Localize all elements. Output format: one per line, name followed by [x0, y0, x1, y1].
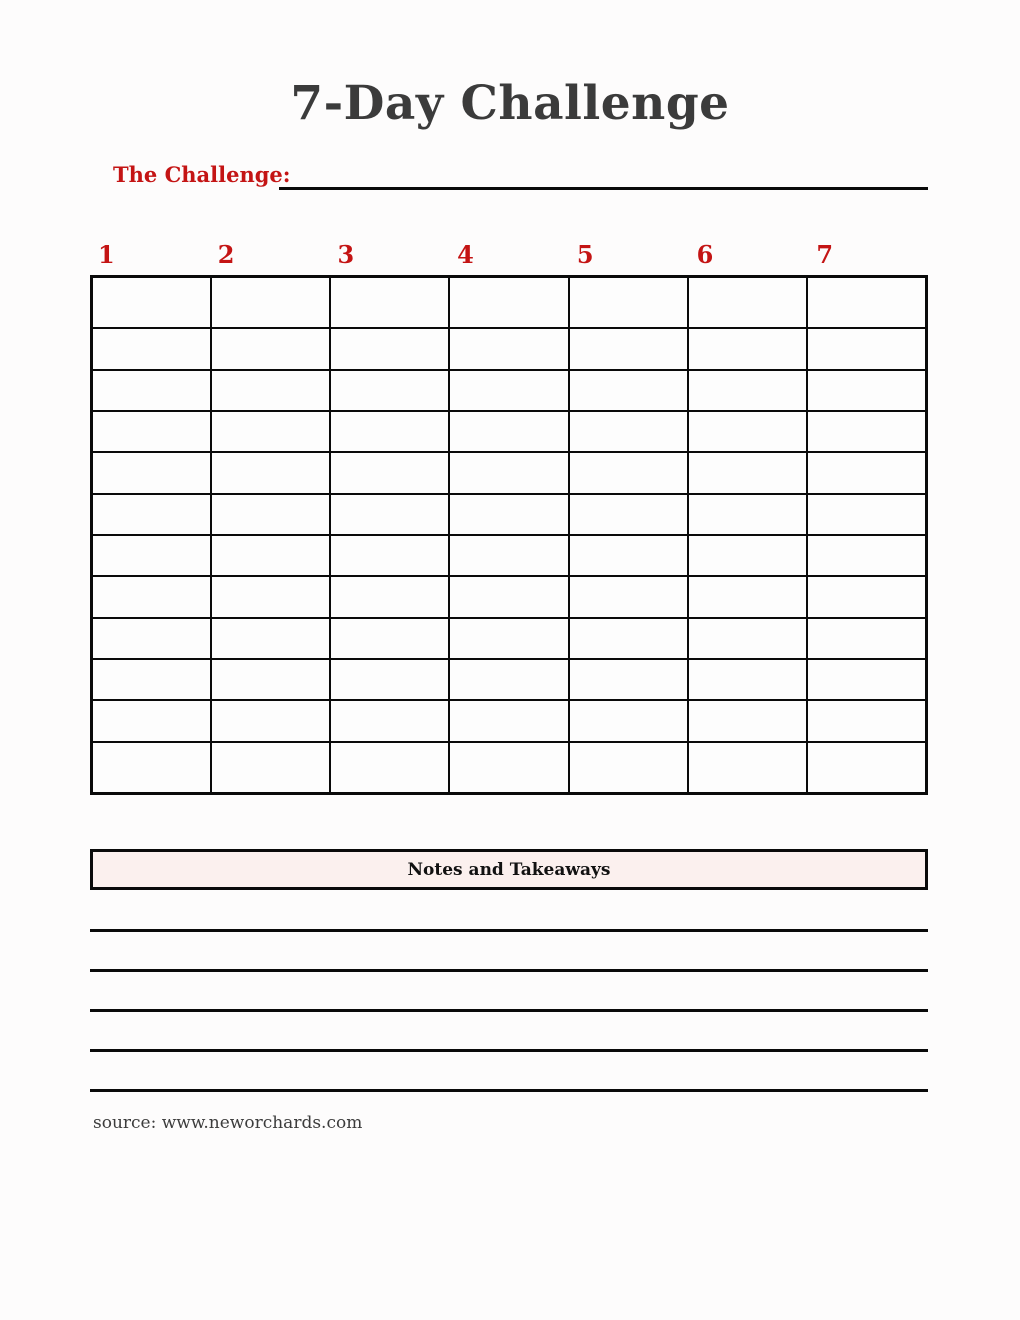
grid-cell[interactable]: [211, 411, 330, 452]
challenge-input[interactable]: [279, 187, 928, 190]
grid-cell[interactable]: [569, 277, 688, 329]
grid-cell[interactable]: [330, 411, 449, 452]
grid-cell[interactable]: [807, 370, 926, 411]
grid-cell[interactable]: [330, 452, 449, 493]
grid-cell[interactable]: [211, 494, 330, 535]
grid-cell[interactable]: [449, 277, 568, 329]
note-writing-line[interactable]: [90, 1009, 928, 1012]
challenge-label: The Challenge:: [113, 162, 291, 187]
grid-cell[interactable]: [92, 411, 211, 452]
grid-cell[interactable]: [330, 742, 449, 794]
grid-cell[interactable]: [211, 370, 330, 411]
challenge-row: [0, 160, 1020, 194]
grid-cell[interactable]: [688, 618, 807, 659]
day-number-3: 3: [337, 240, 355, 269]
grid-cell[interactable]: [807, 659, 926, 700]
grid-cell[interactable]: [807, 576, 926, 617]
grid-row: [92, 535, 927, 576]
grid-cell[interactable]: [807, 277, 926, 329]
grid-row: [92, 576, 927, 617]
grid-row: [92, 742, 927, 794]
grid-cell[interactable]: [569, 576, 688, 617]
note-writing-line[interactable]: [90, 969, 928, 972]
grid-cell[interactable]: [330, 494, 449, 535]
grid-row: [92, 452, 927, 493]
grid-cell[interactable]: [449, 742, 568, 794]
grid-cell[interactable]: [330, 328, 449, 369]
grid-row: [92, 494, 927, 535]
grid-cell[interactable]: [92, 742, 211, 794]
grid-cell[interactable]: [688, 742, 807, 794]
grid-cell[interactable]: [449, 659, 568, 700]
grid-cell[interactable]: [211, 328, 330, 369]
day-number-2: 2: [217, 240, 235, 269]
grid-cell[interactable]: [569, 535, 688, 576]
grid-cell[interactable]: [688, 452, 807, 493]
grid-cell[interactable]: [449, 411, 568, 452]
grid-cell[interactable]: [211, 452, 330, 493]
day-numbers-row: [90, 241, 928, 270]
grid-cell[interactable]: [688, 328, 807, 369]
grid-row: [92, 618, 927, 659]
grid-cell[interactable]: [330, 659, 449, 700]
day-number-7: 7: [816, 240, 834, 269]
grid-cell[interactable]: [688, 535, 807, 576]
day-number-1: 1: [98, 240, 115, 269]
grid-row: [92, 411, 927, 452]
grid-cell[interactable]: [449, 576, 568, 617]
grid-cell[interactable]: [92, 535, 211, 576]
grid-cell[interactable]: [688, 277, 807, 329]
grid-cell[interactable]: [569, 411, 688, 452]
page-title: 7-Day Challenge: [290, 76, 730, 131]
day-number-6: 6: [696, 240, 714, 269]
grid-cell[interactable]: [449, 452, 568, 493]
grid-cell[interactable]: [807, 618, 926, 659]
note-writing-line[interactable]: [90, 929, 928, 932]
grid-cell[interactable]: [92, 452, 211, 493]
grid-cell[interactable]: [92, 700, 211, 741]
grid-cell[interactable]: [211, 700, 330, 741]
grid-cell[interactable]: [211, 618, 330, 659]
notes-header-label: Notes and Takeaways: [407, 859, 611, 880]
source-text: source: www.neworchards.com: [93, 1113, 363, 1133]
grid-cell[interactable]: [92, 328, 211, 369]
grid-cell[interactable]: [330, 370, 449, 411]
grid-cell[interactable]: [688, 659, 807, 700]
grid-row: [92, 659, 927, 700]
grid-cell[interactable]: [688, 370, 807, 411]
grid-cell[interactable]: [330, 277, 449, 329]
grid-cell[interactable]: [569, 328, 688, 369]
grid-cell[interactable]: [807, 494, 926, 535]
grid-cell[interactable]: [569, 700, 688, 741]
grid-cell[interactable]: [330, 576, 449, 617]
grid-cell[interactable]: [330, 700, 449, 741]
grid-cell[interactable]: [449, 370, 568, 411]
grid-cell[interactable]: [330, 618, 449, 659]
grid-cell[interactable]: [807, 452, 926, 493]
grid-cell[interactable]: [688, 700, 807, 741]
grid-cell[interactable]: [449, 700, 568, 741]
grid-row: [92, 370, 927, 411]
grid-cell[interactable]: [211, 742, 330, 794]
grid-cell[interactable]: [92, 277, 211, 329]
grid-cell[interactable]: [449, 618, 568, 659]
grid-cell[interactable]: [688, 494, 807, 535]
notes-header-banner: [90, 849, 928, 890]
grid-cell[interactable]: [569, 370, 688, 411]
grid-row: [92, 700, 927, 741]
grid-cell[interactable]: [449, 535, 568, 576]
grid-cell[interactable]: [211, 659, 330, 700]
grid-cell[interactable]: [92, 370, 211, 411]
grid-cell[interactable]: [92, 618, 211, 659]
grid-row: [92, 328, 927, 369]
challenge-grid: [90, 275, 928, 795]
grid-cell[interactable]: [330, 535, 449, 576]
grid-cell[interactable]: [569, 742, 688, 794]
grid-cell[interactable]: [807, 411, 926, 452]
day-number-4: 4: [457, 240, 474, 269]
grid-cell[interactable]: [807, 328, 926, 369]
grid-cell[interactable]: [211, 576, 330, 617]
grid-cell[interactable]: [807, 742, 926, 794]
grid-cell[interactable]: [449, 494, 568, 535]
grid-cell[interactable]: [688, 576, 807, 617]
grid-cell[interactable]: [807, 700, 926, 741]
grid-cell[interactable]: [807, 535, 926, 576]
grid-cell[interactable]: [569, 618, 688, 659]
grid-cell[interactable]: [688, 411, 807, 452]
grid-cell[interactable]: [449, 328, 568, 369]
grid-cell[interactable]: [569, 452, 688, 493]
grid-cell[interactable]: [211, 535, 330, 576]
grid-cell[interactable]: [92, 659, 211, 700]
grid-cell[interactable]: [569, 494, 688, 535]
challenge-grid-body: [92, 277, 927, 794]
grid-cell[interactable]: [211, 277, 330, 329]
grid-cell[interactable]: [92, 576, 211, 617]
grid-cell[interactable]: [92, 494, 211, 535]
grid-row: [92, 277, 927, 329]
note-writing-line[interactable]: [90, 1049, 928, 1052]
day-number-5: 5: [576, 240, 594, 269]
note-writing-line[interactable]: [90, 1089, 928, 1092]
grid-cell[interactable]: [569, 659, 688, 700]
